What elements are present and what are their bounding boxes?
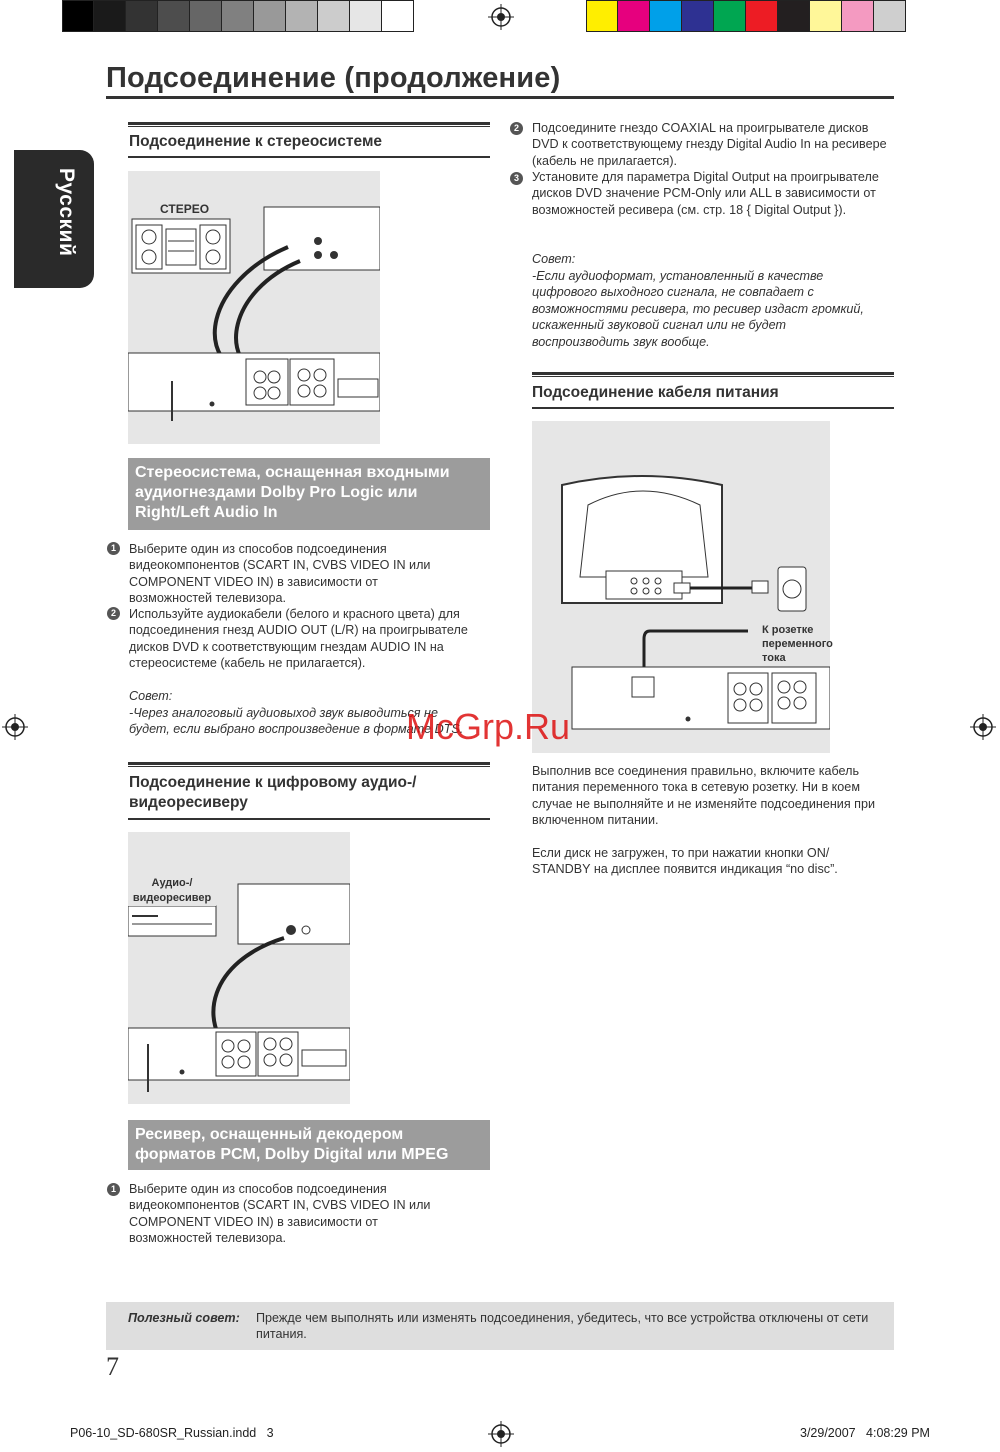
step-number-2: 2 [107, 607, 120, 620]
digital-output-step: Установите для параметра Digital Output на проигрывателе дисков DVD значение PCM-Only или ALL в зависимости от возможностей ресивера (см. стр. 18 { Digital Output }). [532, 170, 879, 217]
color-swatch [190, 0, 222, 32]
receiver-connection-figure [128, 832, 350, 1104]
registration-mark-left [2, 714, 28, 740]
color-swatch [254, 0, 286, 32]
power-connection-figure [532, 421, 833, 753]
section-rule-bottom [532, 407, 894, 409]
color-swatch [618, 0, 650, 32]
helpful-tip-box [106, 1302, 894, 1350]
no-disc-note: Если диск не загружен, то при нажатии кнопки ON/ STANDBY на дисплее появится индикация “no disc”. [532, 846, 838, 877]
section-rule-bottom [128, 818, 490, 820]
receiver-diagram [128, 832, 350, 1104]
power-diagram [532, 421, 830, 753]
step-number-1: 1 [107, 1183, 120, 1196]
color-swatch [318, 0, 350, 32]
stereo-tip-label: Совет: [129, 689, 173, 703]
step-number-2: 2 [510, 122, 523, 135]
coaxial-step: Подсоедините гнездо COAXIAL на проигрывателе дисков DVD к соответствующему гнезду Digital Audio In на ресивере (кабель не прилагается). [532, 121, 887, 168]
helpful-tip-label: Полезный совет: [128, 1311, 240, 1325]
color-swatch [286, 0, 318, 32]
color-swatch [810, 0, 842, 32]
section-rule-top [128, 762, 490, 767]
color-swatch [778, 0, 810, 32]
helpful-tip-text: Прежде чем выполнять или изменять подсоединения, убедитесь, что все устройства отключены от сети питания. [256, 1311, 869, 1342]
color-swatch [222, 0, 254, 32]
stereo-step-1: Выберите один из способов подсоединения видеокомпонентов (SCART IN, CVBS VIDEO IN или COMPONENT VIDEO IN) в зависимости от возможностей телевизора. [129, 542, 431, 606]
color-swatch [586, 0, 618, 32]
page-title: Подсоединение (продолжение) [106, 62, 561, 94]
receiver-tip-text: -Если аудиоформат, установленный в качестве цифрового выходного сигнала, не совпадает с возможностями ресивера, то ресивер издаст громкий, искаженный звуковой сигнал или не будет воспроизводить звук вообще. [532, 269, 864, 349]
stereo-tip-text: -Через аналоговый аудиовыход звук выводиться не будет, если выбрано воспроизведение в формате DTS. [129, 706, 464, 737]
color-swatch [874, 0, 906, 32]
color-swatch [350, 0, 382, 32]
color-swatch [714, 0, 746, 32]
color-swatch [158, 0, 190, 32]
title-rule [106, 96, 894, 99]
color-swatch [746, 0, 778, 32]
receiver-figure-label: Аудио-/ видеоресивер [128, 876, 216, 906]
registration-mark-bottom [488, 1421, 514, 1447]
footer-timestamp: 3/29/2007 4:08:29 PM [800, 1426, 930, 1440]
section-rule-top [532, 372, 894, 377]
registration-mark-right [970, 714, 996, 740]
watermark: McGrp.Ru [406, 706, 571, 747]
stereo-figure-label: СТЕРЕО [160, 202, 210, 216]
power-figure-label: К розетке переменного тока [762, 624, 833, 664]
page-number: 7 [106, 1352, 119, 1381]
grayscale-bars [62, 0, 414, 34]
color-swatch [94, 0, 126, 32]
power-instructions: Выполнив все соединения правильно, включите кабель питания переменного тока в сетевую розетку. Ни в коем случае не выполняйте и не изменяйте подсоединения при включенном питании. [532, 764, 876, 828]
stereo-step-2: Используйте аудиокабели (белого и красного цвета) для подсоединения гнезд AUDIO OUT (L/R) на проигрывателе дисков DVD к соответствующим гнездам AUDIO IN на стереосистеме (кабель не прилагается). [129, 607, 468, 671]
color-bars [586, 0, 906, 34]
receiver-box-title: Ресивер, оснащенный декодером форматов PCM, Dolby Digital или MPEG [128, 1120, 490, 1170]
color-swatch [682, 0, 714, 32]
power-section-heading: Подсоединение кабеля питания [532, 384, 779, 401]
stereo-box-title: Стереосистема, оснащенная входными аудиогнездами Dolby Pro Logic или Right/Left Audio In [128, 458, 490, 530]
registration-mark-top [488, 4, 514, 30]
footer-filename: P06-10_SD-680SR_Russian.indd 3 [70, 1426, 274, 1440]
stereo-connection-figure [128, 171, 380, 444]
step-number-3: 3 [510, 172, 523, 185]
color-swatch [126, 0, 158, 32]
stereo-section-heading: Подсоединение к стереосистеме [129, 133, 383, 150]
color-swatch [382, 0, 414, 32]
digital-section-heading: Подсоединение к цифровому аудио-/ видеоресиверу [129, 774, 417, 811]
language-tab-label: Русский [55, 168, 78, 257]
section-rule-top [128, 122, 490, 127]
color-swatch [842, 0, 874, 32]
language-tab [14, 150, 94, 288]
step-number-1: 1 [107, 542, 120, 555]
receiver-step-1: Выберите один из способов подсоединения видеокомпонентов (SCART IN, CVBS VIDEO IN или COMPONENT VIDEO IN) в зависимости от возможностей телевизора. [129, 1182, 431, 1246]
color-swatch [650, 0, 682, 32]
receiver-tip-label: Совет: [532, 252, 576, 266]
section-rule-bottom [128, 156, 490, 158]
color-swatch [62, 0, 94, 32]
